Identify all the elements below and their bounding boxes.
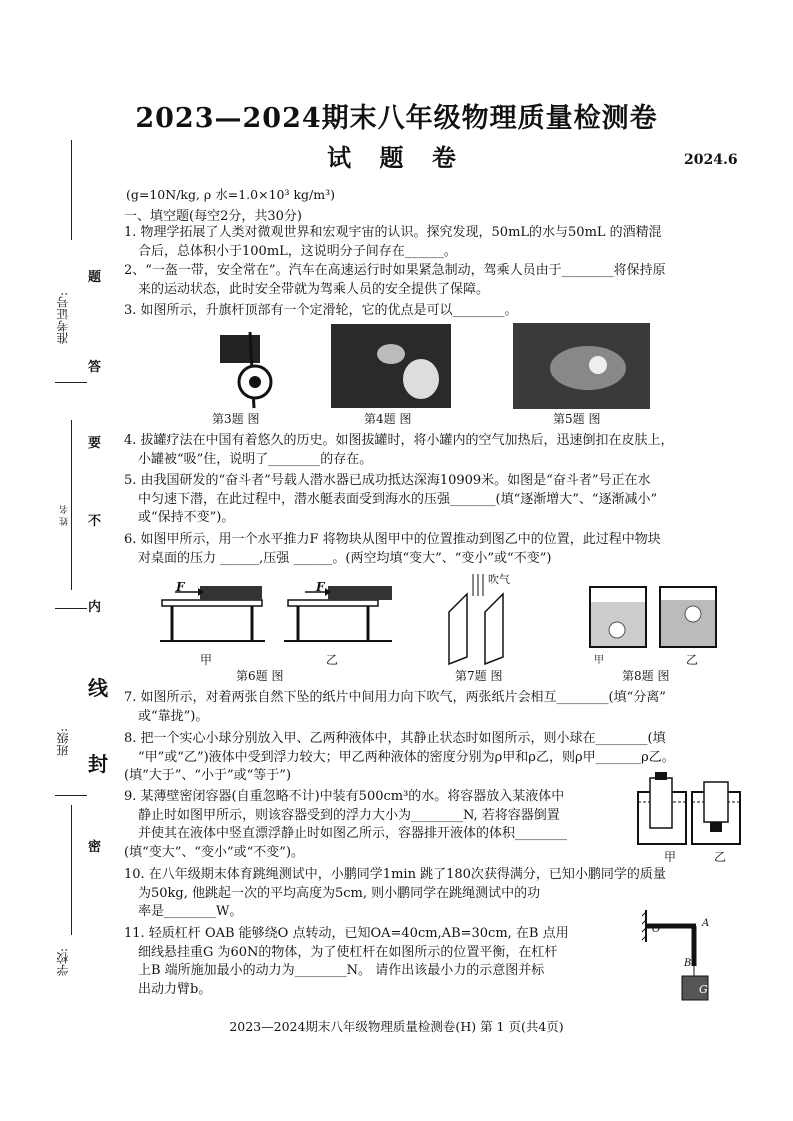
binding-line [71,805,72,935]
question-10: 10. 在八年级期末体育跳绳测试中，小鹏同学1min 跳了180次获得满分，已知小鹏同学的质量 为50kg, 他跳起一次的平均高度为5cm, 则小鹏同学在跳绳测试中的功 率是________W。 [124,867,666,919]
fig6-yi-label: 乙 [326,653,339,667]
submersible-icon [513,323,650,409]
class-label: 班级: [56,728,70,757]
fig5-caption: 第5题 图 [553,412,601,426]
binding-line [55,382,87,383]
lever-label-g: G [699,983,708,996]
binding-line [71,420,72,590]
fig8-jia-label: 甲 [594,655,604,666]
fig9-container-diagram [636,770,741,848]
question-2: 2、“一盔一带，安全常在”。汽车在高速运行时如果紧急制动，驾乘人员由于________将保持原 来的运动状态，此时安全带就为驾乘人员的安全提供了保障。 [124,263,666,297]
page-footer: 2023—2024期末八年级物理质量检测卷(H) 第 1 页(共4页) [229,1019,564,1034]
question-4: 4. 拔罐疗法在中国有着悠久的历史。如图拔罐时，将小罐内的空气加热后，迅速倒扣在皮肤上， 小罐被“吸”住，说明了________的存在。 [124,433,674,467]
seal-char: 题 [88,270,102,285]
exam-subtitle: 试 题 卷 [327,143,466,172]
fig7-paper-diagram [445,572,525,664]
school-label: 学校: [56,948,70,977]
fig6-caption: 第6题 图 [236,669,284,683]
question-3: 3. 如图所示，升旗杆顶部有一个定滑轮，它的优点是可以________。 [124,303,518,318]
fig9-jia-label: 甲 [664,850,677,864]
seal-char: 线 [88,676,108,700]
seal-char: 封 [88,752,108,776]
fig3-caption: 第3题 图 [212,412,260,426]
binding-line [55,795,87,796]
blow-label: 吹气 [488,573,510,586]
fig7-caption: 第7题 图 [455,669,503,683]
seal-char: 要 [88,436,102,451]
exam-title: 2023—2024期末八年级物理质量检测卷 [135,103,658,134]
question-5: 5. 由我国研发的“奋斗者”号载人潜水器已成功抵达深海10909米。如图是“奋斗者”号正在水 中匀速下潜，在此过程中，潜水艇表面受到海水的压强_______(填“逐渐增大”、“逐渐减小” 或“保持不变”)。 [124,473,658,525]
fig8-yi-label: 乙 [686,653,699,667]
name-label: 姓 名 [60,505,70,526]
question-1: 1. 物理学拓展了人类对微观世界和宏观宇宙的认识。探究发现，50mL的水与50mL 的酒精混 合后，总体积小于100mL，这说明分子间存在______。 [124,225,662,259]
cupping-jar-icon [331,324,451,408]
fig6-table-diagram [160,578,400,650]
lever-label-a: A [702,918,710,929]
question-11: 11. 轻质杠杆 OAB 能够绕O 点转动，已知OA=40cm,AB=30cm, 在B 点用 细线悬挂重G 为60N的物体，为了使杠杆在如图所示的位置平衡，在杠杆 上B 端所施加最小的动力为________N。 请作出该最小力的示意图并标 出动力臂b。 [124,926,569,997]
exam-date: 2024.6 [684,152,738,168]
lever-label-o: O [652,924,661,935]
constants-note: (g=10N/kg, ρ 水=1.0×10³ kg/m³) [126,187,335,202]
question-9: 9. 某薄壁密闭容器(自重忽略不计)中装有500cm³的水。将容器放入某液体中 静止时如图甲所示，则该容器受到的浮力大小为________N, 若将容器倒置 并使其在液体中竖直漂浮静止时如图乙所示，容器排开液体的体积________ (填“变大”、“变小”或“不变”)。 [124,789,568,860]
exam-number-label: 准考证号: [56,292,70,345]
seal-char: 内 [88,600,102,615]
question-7: 7. 如图所示，对着两张自然下坠的纸片中间用力向下吹气，两张纸片会相互________(填“分离” 或“靠拢”)。 [124,690,666,724]
force-label: F [176,580,185,594]
seal-char: 不 [88,514,102,529]
seal-char: 密 [88,840,102,855]
question-6: 6. 如图甲所示，用一个水平推力F 将物块从图甲中的位置推动到图乙中的位置，此过程中物块 对桌面的压力 ______,压强 ______。(两空均填“变大”、“变小”或“不变”) [124,532,661,566]
fig9-yi-label: 乙 [714,850,727,864]
force-label: F [316,580,325,594]
fig6-jia-label: 甲 [200,653,213,667]
fig8-caption: 第8题 图 [622,669,670,683]
question-8: 8. 把一个实心小球分别放入甲、乙两种液体中，其静止状态时如图所示，则小球在________(填 “甲”或“乙”)液体中受到浮力较大；甲乙两种液体的密度分别为ρ甲和ρ乙，则ρ甲_______ρ乙。 (填“大于”、“小于”或“等于”) [124,731,675,783]
binding-line [55,608,87,609]
fig8-beakers-diagram [585,582,725,652]
lever-label-b: B [684,958,692,969]
section-heading: 一、填空题(每空2分，共30分) [124,209,302,224]
fig4-caption: 第4题 图 [364,412,412,426]
flagpole-pulley-figure [210,330,285,408]
seal-char: 答 [88,360,102,375]
binding-line [71,140,72,240]
